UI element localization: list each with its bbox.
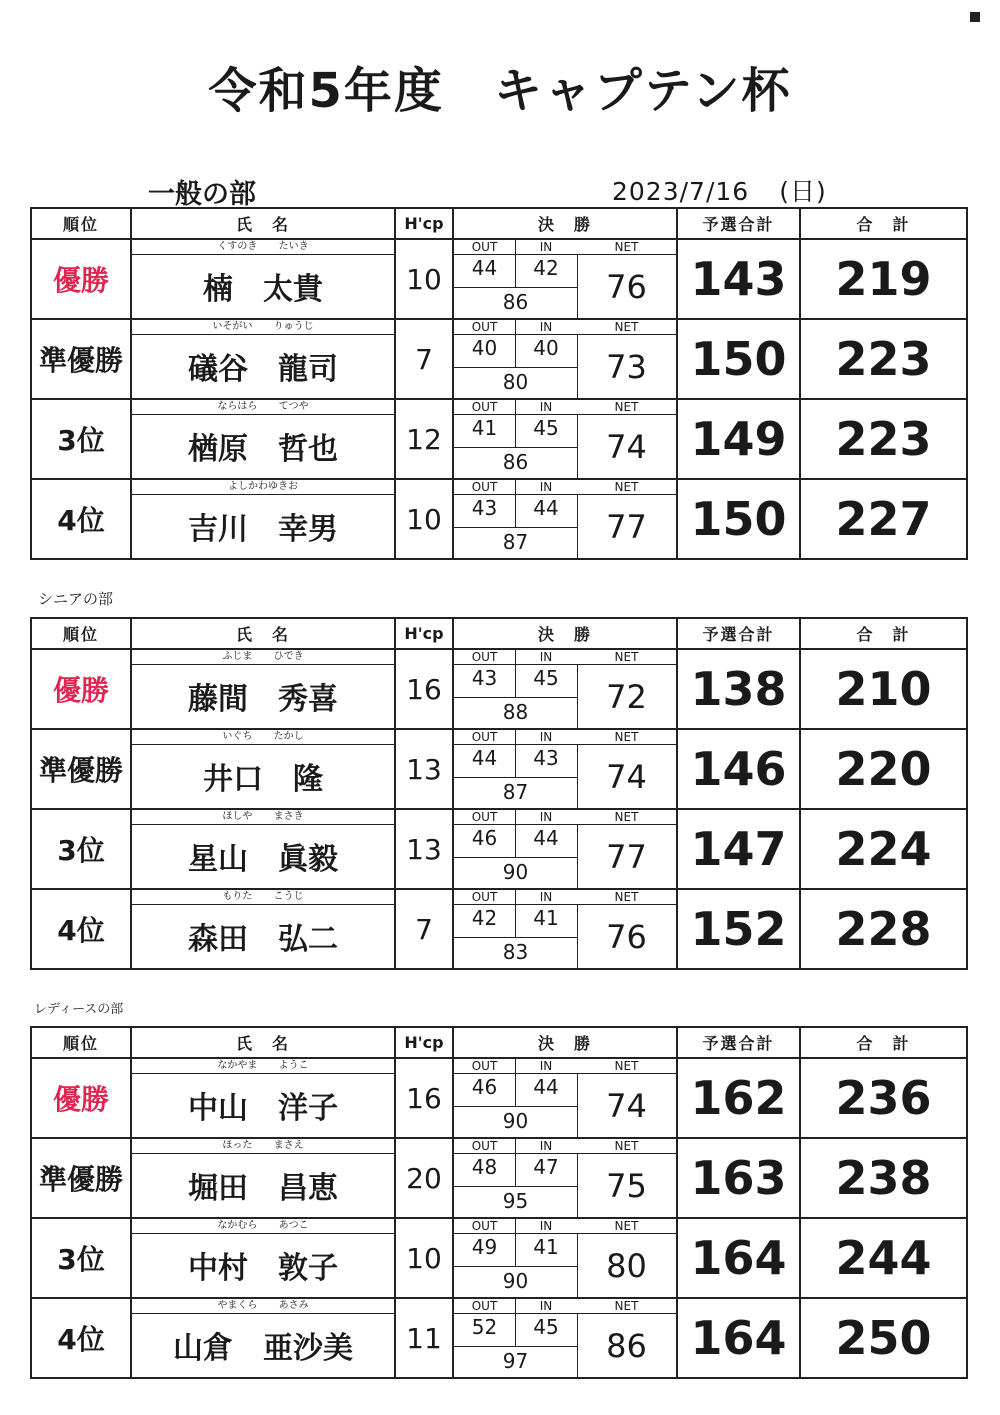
in-score: 41 bbox=[533, 906, 559, 930]
page-title: 令和5年度 キャプテン杯 bbox=[208, 63, 792, 119]
net-label: NET bbox=[614, 320, 639, 334]
in-label: IN bbox=[539, 480, 553, 494]
header-name: 氏 名 bbox=[131, 1027, 395, 1058]
rank-cell: 準優勝 bbox=[31, 729, 131, 809]
hcp-cell: 16 bbox=[395, 1058, 453, 1138]
gross-score: 87 bbox=[502, 780, 529, 804]
in-score: 42 bbox=[533, 256, 559, 280]
out-label: OUT bbox=[471, 1219, 498, 1233]
furigana: ふじま ひでき bbox=[132, 650, 394, 665]
qualifying-total: 143 bbox=[677, 239, 800, 319]
hcp-cell: 13 bbox=[395, 729, 453, 809]
player-name: 堀田 昌恵 bbox=[188, 1171, 338, 1206]
table-row bbox=[31, 1218, 967, 1298]
in-label: IN bbox=[539, 400, 553, 414]
final-cell bbox=[453, 479, 677, 559]
net-score: 74 bbox=[606, 428, 647, 466]
divider bbox=[454, 1233, 676, 1234]
net-score: 86 bbox=[606, 1327, 647, 1365]
in-label: IN bbox=[539, 1219, 553, 1233]
name-cell bbox=[131, 649, 395, 729]
divider bbox=[454, 334, 676, 335]
in-label: IN bbox=[539, 320, 553, 334]
out-score: 46 bbox=[471, 826, 498, 850]
final-cell bbox=[453, 729, 677, 809]
in-label: IN bbox=[539, 1299, 553, 1313]
header-hcp: H'cp bbox=[395, 208, 453, 239]
final-cell bbox=[453, 649, 677, 729]
divider bbox=[454, 904, 676, 905]
final-cell bbox=[453, 1058, 677, 1138]
grand-total: 220 bbox=[800, 729, 967, 809]
results-table bbox=[30, 617, 968, 970]
gross-score: 87 bbox=[502, 530, 529, 554]
final-cell bbox=[453, 319, 677, 399]
out-label: OUT bbox=[471, 810, 498, 824]
gross-score: 80 bbox=[502, 370, 529, 394]
grand-total: 238 bbox=[800, 1138, 967, 1218]
name-cell bbox=[131, 809, 395, 889]
out-score: 43 bbox=[471, 496, 498, 520]
net-score: 74 bbox=[606, 758, 647, 796]
grand-total: 219 bbox=[800, 239, 967, 319]
in-label: IN bbox=[539, 890, 553, 904]
out-label: OUT bbox=[471, 1059, 498, 1073]
out-score: 40 bbox=[471, 336, 498, 360]
final-cell bbox=[453, 239, 677, 319]
rank-cell: 準優勝 bbox=[31, 1138, 131, 1218]
table-row bbox=[31, 1138, 967, 1218]
rank-cell: 4位 bbox=[31, 1298, 131, 1378]
divider bbox=[454, 1153, 676, 1154]
in-score: 44 bbox=[533, 1075, 559, 1099]
divider bbox=[454, 527, 577, 528]
player-name: 礒谷 龍司 bbox=[188, 352, 338, 387]
out-score: 43 bbox=[471, 666, 498, 690]
in-score: 45 bbox=[533, 416, 559, 440]
divider bbox=[454, 287, 577, 288]
player-name: 中村 敦子 bbox=[188, 1251, 338, 1286]
out-label: OUT bbox=[471, 890, 498, 904]
qualifying-total: 163 bbox=[677, 1138, 800, 1218]
divider bbox=[454, 254, 676, 255]
table-row bbox=[31, 1298, 967, 1378]
furigana: いぐち たかし bbox=[132, 730, 394, 745]
divider bbox=[454, 367, 577, 368]
gross-score: 90 bbox=[502, 1269, 529, 1293]
player-name: 楢原 哲也 bbox=[188, 432, 338, 467]
gross-score: 97 bbox=[502, 1349, 529, 1373]
rank-cell: 3位 bbox=[31, 809, 131, 889]
net-label: NET bbox=[614, 1059, 639, 1073]
furigana: いそがい りゅうじ bbox=[132, 320, 394, 335]
player-name: 井口 隆 bbox=[203, 762, 323, 797]
out-label: OUT bbox=[471, 400, 498, 414]
qualifying-total: 162 bbox=[677, 1058, 800, 1138]
day-of-week: (日) bbox=[779, 177, 827, 206]
furigana: ならはら てつや bbox=[132, 400, 394, 415]
net-label: NET bbox=[614, 1299, 639, 1313]
gross-score: 83 bbox=[502, 940, 529, 964]
divider bbox=[454, 1266, 577, 1267]
header-name: 氏 名 bbox=[131, 618, 395, 649]
name-cell bbox=[131, 1218, 395, 1298]
net-label: NET bbox=[614, 480, 639, 494]
net-score: 75 bbox=[606, 1167, 647, 1205]
out-score: 44 bbox=[471, 256, 498, 280]
in-score: 41 bbox=[533, 1235, 559, 1259]
rank-cell: 優勝 bbox=[31, 1058, 131, 1138]
section-title-ladies: レディースの部 bbox=[34, 1002, 124, 1017]
net-label: NET bbox=[614, 730, 639, 744]
divider bbox=[454, 1313, 676, 1314]
divider bbox=[454, 1346, 577, 1347]
name-cell bbox=[131, 239, 395, 319]
in-score: 45 bbox=[533, 1315, 559, 1339]
hcp-cell: 16 bbox=[395, 649, 453, 729]
rank-cell: 4位 bbox=[31, 479, 131, 559]
header-hcp: H'cp bbox=[395, 618, 453, 649]
net-score: 77 bbox=[606, 838, 647, 876]
in-label: IN bbox=[539, 650, 553, 664]
net-label: NET bbox=[614, 650, 639, 664]
net-score: 77 bbox=[606, 508, 647, 546]
net-score: 73 bbox=[606, 348, 647, 386]
furigana: もりた こうじ bbox=[132, 890, 394, 905]
out-score: 41 bbox=[471, 416, 498, 440]
date-text: 2023/7/16 bbox=[612, 177, 750, 206]
player-name: 藤間 秀喜 bbox=[188, 682, 338, 717]
header-rank: 順位 bbox=[31, 208, 131, 239]
divider bbox=[454, 1186, 577, 1187]
in-score: 40 bbox=[533, 336, 559, 360]
grand-total: 227 bbox=[800, 479, 967, 559]
net-score: 76 bbox=[606, 918, 647, 956]
qualifying-total: 164 bbox=[677, 1218, 800, 1298]
final-cell bbox=[453, 1298, 677, 1378]
player-name: 吉川 幸男 bbox=[188, 512, 338, 547]
furigana: ほった まさえ bbox=[132, 1139, 394, 1154]
final-cell bbox=[453, 399, 677, 479]
hcp-cell: 12 bbox=[395, 399, 453, 479]
net-label: NET bbox=[614, 1219, 639, 1233]
header-total: 合 計 bbox=[800, 1027, 967, 1058]
out-score: 44 bbox=[471, 746, 498, 770]
corner-mark bbox=[970, 12, 980, 22]
qualifying-total: 150 bbox=[677, 479, 800, 559]
final-cell bbox=[453, 1218, 677, 1298]
player-name: 山倉 亜沙美 bbox=[173, 1331, 353, 1366]
gross-score: 86 bbox=[502, 450, 529, 474]
out-score: 49 bbox=[471, 1235, 498, 1259]
grand-total: 210 bbox=[800, 649, 967, 729]
furigana: やまくら あさみ bbox=[132, 1299, 394, 1314]
gross-score: 90 bbox=[502, 860, 529, 884]
player-name: 森田 弘二 bbox=[188, 922, 338, 957]
hcp-cell: 7 bbox=[395, 889, 453, 969]
qualifying-total: 146 bbox=[677, 729, 800, 809]
hcp-cell: 10 bbox=[395, 1218, 453, 1298]
table-row bbox=[31, 399, 967, 479]
net-label: NET bbox=[614, 1139, 639, 1153]
net-label: NET bbox=[614, 890, 639, 904]
player-name: 中山 洋子 bbox=[188, 1091, 338, 1126]
divider bbox=[454, 857, 577, 858]
net-score: 76 bbox=[606, 268, 647, 306]
net-label: NET bbox=[614, 810, 639, 824]
hcp-cell: 10 bbox=[395, 239, 453, 319]
rank-cell: 4位 bbox=[31, 889, 131, 969]
name-cell bbox=[131, 1138, 395, 1218]
header-total: 合 計 bbox=[800, 618, 967, 649]
table-row bbox=[31, 809, 967, 889]
out-score: 42 bbox=[471, 906, 498, 930]
name-cell bbox=[131, 479, 395, 559]
divider bbox=[454, 1073, 676, 1074]
table-row bbox=[31, 729, 967, 809]
furigana: なかやま ようこ bbox=[132, 1059, 394, 1074]
divider bbox=[454, 447, 577, 448]
furigana: くすのき たいき bbox=[132, 240, 394, 255]
table-row bbox=[31, 649, 967, 729]
grand-total: 236 bbox=[800, 1058, 967, 1138]
net-score: 74 bbox=[606, 1087, 647, 1125]
furigana: なかむら あつこ bbox=[132, 1219, 394, 1234]
table-row bbox=[31, 319, 967, 399]
grand-total: 224 bbox=[800, 809, 967, 889]
hcp-cell: 20 bbox=[395, 1138, 453, 1218]
header-hcp: H'cp bbox=[395, 1027, 453, 1058]
in-score: 47 bbox=[533, 1155, 559, 1179]
divider bbox=[454, 664, 676, 665]
rank-cell: 優勝 bbox=[31, 649, 131, 729]
name-cell bbox=[131, 1058, 395, 1138]
final-cell bbox=[453, 1138, 677, 1218]
header-row bbox=[31, 1027, 967, 1058]
header-row bbox=[31, 208, 967, 239]
header-total: 合 計 bbox=[800, 208, 967, 239]
divider bbox=[454, 1106, 577, 1107]
name-cell bbox=[131, 399, 395, 479]
header-qualifying: 予選合計 bbox=[677, 1027, 800, 1058]
table-row bbox=[31, 1058, 967, 1138]
player-name: 楠 太貴 bbox=[203, 272, 323, 307]
header-qualifying: 予選合計 bbox=[677, 618, 800, 649]
header-rank: 順位 bbox=[31, 1027, 131, 1058]
gross-score: 90 bbox=[502, 1109, 529, 1133]
hcp-cell: 7 bbox=[395, 319, 453, 399]
rank-cell: 優勝 bbox=[31, 239, 131, 319]
in-label: IN bbox=[539, 1059, 553, 1073]
hcp-cell: 10 bbox=[395, 479, 453, 559]
name-cell bbox=[131, 729, 395, 809]
out-score: 48 bbox=[471, 1155, 498, 1179]
name-cell bbox=[131, 1298, 395, 1378]
divider bbox=[454, 414, 676, 415]
qualifying-total: 152 bbox=[677, 889, 800, 969]
grand-total: 250 bbox=[800, 1298, 967, 1378]
in-score: 43 bbox=[533, 746, 559, 770]
table-row bbox=[31, 479, 967, 559]
out-label: OUT bbox=[471, 320, 498, 334]
net-score: 80 bbox=[606, 1247, 647, 1285]
event-date bbox=[612, 172, 827, 208]
grand-total: 223 bbox=[800, 319, 967, 399]
name-cell bbox=[131, 319, 395, 399]
furigana: ほしや まさき bbox=[132, 810, 394, 825]
divider bbox=[454, 937, 577, 938]
in-score: 44 bbox=[533, 826, 559, 850]
divider bbox=[454, 824, 676, 825]
header-qualifying: 予選合計 bbox=[677, 208, 800, 239]
gross-score: 86 bbox=[502, 290, 529, 314]
out-label: OUT bbox=[471, 1299, 498, 1313]
hcp-cell: 13 bbox=[395, 809, 453, 889]
header-final: 決 勝 bbox=[453, 618, 677, 649]
final-cell bbox=[453, 889, 677, 969]
divider bbox=[454, 777, 577, 778]
section-title-senior: シニアの部 bbox=[38, 590, 114, 608]
header-row bbox=[31, 618, 967, 649]
results-table bbox=[30, 1026, 968, 1379]
gross-score: 88 bbox=[502, 700, 529, 724]
net-label: NET bbox=[614, 240, 639, 254]
furigana: よしかわゆきお bbox=[132, 480, 394, 495]
in-score: 44 bbox=[533, 496, 559, 520]
out-label: OUT bbox=[471, 650, 498, 664]
rank-cell: 3位 bbox=[31, 399, 131, 479]
header-rank: 順位 bbox=[31, 618, 131, 649]
in-label: IN bbox=[539, 730, 553, 744]
in-label: IN bbox=[539, 810, 553, 824]
net-label: NET bbox=[614, 400, 639, 414]
final-cell bbox=[453, 809, 677, 889]
divider bbox=[454, 494, 676, 495]
net-score: 72 bbox=[606, 678, 647, 716]
qualifying-total: 138 bbox=[677, 649, 800, 729]
rank-cell: 準優勝 bbox=[31, 319, 131, 399]
out-label: OUT bbox=[471, 240, 498, 254]
table-row bbox=[31, 239, 967, 319]
out-score: 52 bbox=[471, 1315, 498, 1339]
header-name: 氏 名 bbox=[131, 208, 395, 239]
results-table bbox=[30, 207, 968, 560]
qualifying-total: 147 bbox=[677, 809, 800, 889]
gross-score: 95 bbox=[502, 1189, 529, 1213]
header-final: 決 勝 bbox=[453, 1027, 677, 1058]
grand-total: 244 bbox=[800, 1218, 967, 1298]
grand-total: 223 bbox=[800, 399, 967, 479]
qualifying-total: 149 bbox=[677, 399, 800, 479]
out-label: OUT bbox=[471, 480, 498, 494]
rank-cell: 3位 bbox=[31, 1218, 131, 1298]
out-label: OUT bbox=[471, 730, 498, 744]
divider bbox=[454, 697, 577, 698]
divider bbox=[454, 744, 676, 745]
qualifying-total: 150 bbox=[677, 319, 800, 399]
qualifying-total: 164 bbox=[677, 1298, 800, 1378]
out-score: 46 bbox=[471, 1075, 498, 1099]
in-label: IN bbox=[539, 240, 553, 254]
section-title-general: 一般の部 bbox=[148, 179, 256, 210]
in-score: 45 bbox=[533, 666, 559, 690]
out-label: OUT bbox=[471, 1139, 498, 1153]
hcp-cell: 11 bbox=[395, 1298, 453, 1378]
name-cell bbox=[131, 889, 395, 969]
grand-total: 228 bbox=[800, 889, 967, 969]
table-row bbox=[31, 889, 967, 969]
player-name: 星山 眞毅 bbox=[188, 842, 338, 877]
in-label: IN bbox=[539, 1139, 553, 1153]
header-final: 決 勝 bbox=[453, 208, 677, 239]
